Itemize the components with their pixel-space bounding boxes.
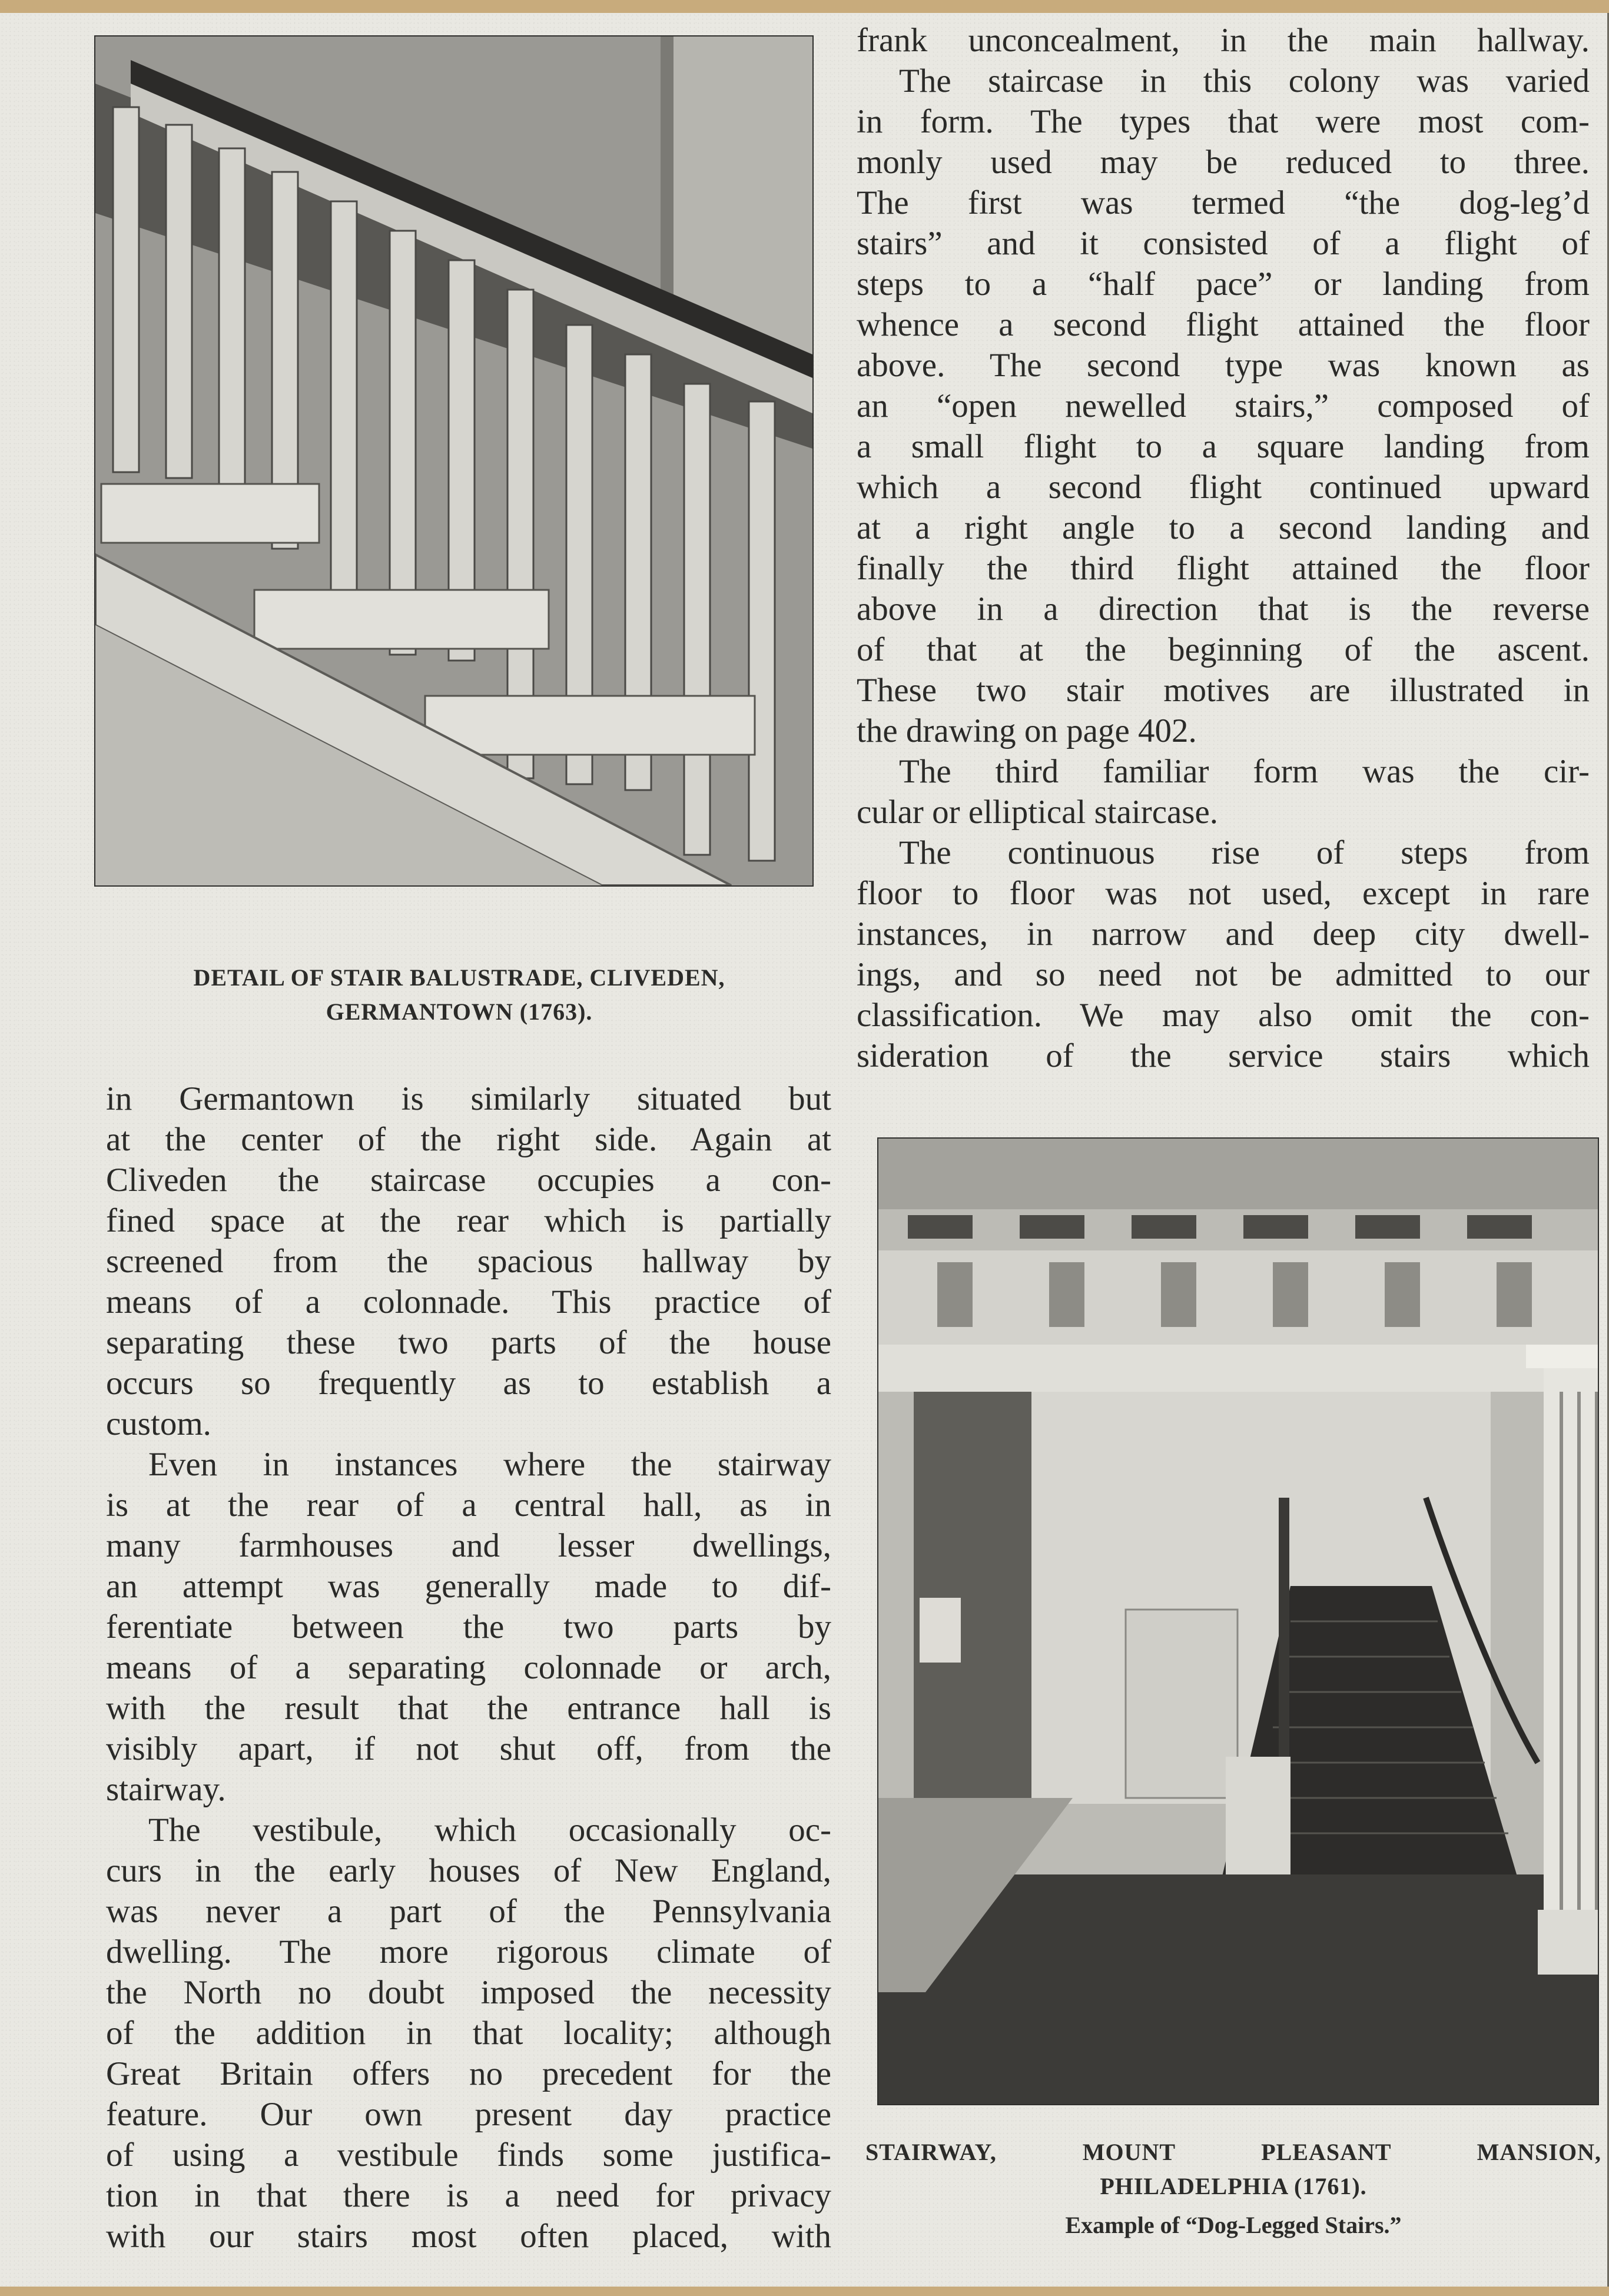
text-line: the North no doubt imposed the necessity: [106, 1974, 831, 2011]
caption-line: [865, 2135, 1601, 2169]
paragraph: [857, 832, 1590, 1076]
text-line: classification. We may also omit the con-: [857, 997, 1590, 1034]
text-line: an “open newelled stairs,” composed of: [857, 387, 1590, 424]
balustrade-photo: [94, 35, 814, 887]
text-line: Great Britain offers no precedent for the: [106, 2055, 831, 2092]
text-line: a small flight to a square landing from: [857, 428, 1590, 465]
text-line: cular or elliptical staircase.: [857, 794, 1219, 831]
text-line: custom.: [106, 1405, 211, 1442]
paragraph: [106, 1444, 831, 1810]
caption-line: DETAIL OF STAIR BALUSTRADE, CLIVEDEN,: [193, 964, 725, 991]
text-line: steps to a “half pace” or landing from: [857, 266, 1590, 303]
text-line: fined space at the rear which is partially: [106, 1202, 831, 1239]
text-line: means of a colonnade. This practice of: [106, 1283, 831, 1320]
text-line: The vestibule, which occasionally oc-: [148, 1811, 831, 1849]
text-line: The first was termed “the dog-leg’d: [857, 184, 1590, 221]
text-line: in form. The types that were most com-: [857, 103, 1590, 140]
text-line: which a second flight continued upward: [857, 469, 1590, 506]
text-line: ferentiate between the two parts by: [106, 1608, 831, 1645]
text-line: dwelling. The more rigorous climate of: [106, 1933, 831, 1970]
text-line: with the result that the entrance hall is: [106, 1690, 831, 1727]
text-line: feature. Our own present day practice: [106, 2096, 831, 2133]
caption-line: PHILADELPHIA (1761).: [1100, 2173, 1367, 2199]
text-line: with our stairs most often placed, with: [106, 2218, 831, 2255]
text-line: above. The second type was known as: [857, 347, 1590, 384]
text-line: monly used may be reduced to three.: [857, 144, 1590, 181]
text-line: at the center of the right side. Again at: [106, 1121, 831, 1158]
text-line: visibly apart, if not shut off, from the: [106, 1730, 831, 1767]
text-line: at a right angle to a second landing and: [857, 509, 1590, 546]
text-line: occurs so frequently as to establish a: [106, 1365, 831, 1402]
text-line: in Germantown is similarly situated but: [106, 1080, 831, 1117]
caption-subtitle: Example of “Dog-Legged Stairs.”: [1065, 2212, 1402, 2238]
text-line: frank unconcealment, in the main hallway.: [857, 22, 1590, 59]
scanned-page: [0, 13, 1609, 2287]
text-line: means of a separating colonnade or arch,: [106, 1649, 831, 1686]
text-line: curs in the early houses of New England,: [106, 1852, 831, 1889]
paragraph: [857, 20, 1590, 61]
text-line: whence a second flight attained the floor: [857, 306, 1590, 343]
text-line: floor to floor was not used, except in rare: [857, 875, 1590, 912]
text-line: Cliveden the staircase occupies a con-: [106, 1162, 831, 1199]
text-line: These two stair motives are illustrated in: [857, 672, 1590, 709]
stairway-illustration: [878, 1139, 1598, 2104]
right-column-text: [857, 20, 1590, 1076]
text-line: was never a part of the Pennsylvania: [106, 1893, 831, 1930]
text-line: The staircase in this colony was varied: [899, 62, 1590, 99]
balustrade-illustration: [95, 37, 812, 885]
text-line: the drawing on page 402.: [857, 712, 1197, 749]
paragraph: [857, 751, 1590, 832]
text-line: Even in instances where the stairway: [148, 1446, 831, 1483]
paragraph: [106, 1810, 831, 2257]
text-line: is at the rear of a central hall, as in: [106, 1487, 831, 1524]
text-line: sideration of the service stairs which: [857, 1037, 1590, 1074]
caption-line: GERMANTOWN (1763).: [326, 998, 593, 1025]
caption-text: STAIRWAY, MOUNT PLEASANT MANSION,: [865, 2139, 1601, 2165]
text-line: ings, and so need not be admitted to our: [857, 956, 1590, 993]
text-line: of the addition in that locality; although: [106, 2015, 831, 2052]
text-line: of using a vestibule finds some justifica-: [106, 2136, 831, 2174]
stairway-caption: [865, 2135, 1601, 2242]
left-column-text: [106, 1079, 831, 2257]
text-line: The continuous rise of steps from: [899, 834, 1590, 871]
text-line: instances, in narrow and deep city dwell-: [857, 915, 1590, 953]
paragraph: [857, 61, 1590, 751]
text-line: screened from the spacious hallway by: [106, 1243, 831, 1280]
text-line: finally the third flight attained the floor: [857, 550, 1590, 587]
text-line: above in a direction that is the reverse: [857, 590, 1590, 628]
text-line: an attempt was generally made to dif-: [106, 1568, 831, 1605]
text-line: stairway.: [106, 1771, 226, 1808]
balustrade-caption: [88, 961, 830, 1029]
text-line: of that at the beginning of the ascent.: [857, 631, 1590, 668]
text-line: The third familiar form was the cir-: [899, 753, 1590, 790]
paragraph: [106, 1079, 831, 1444]
text-line: many farmhouses and lesser dwellings,: [106, 1527, 831, 1564]
text-line: tion in that there is a need for privacy: [106, 2177, 831, 2214]
text-line: stairs” and it consisted of a flight of: [857, 225, 1590, 262]
text-line: separating these two parts of the house: [106, 1324, 831, 1361]
mount-pleasant-photo: [877, 1137, 1599, 2105]
